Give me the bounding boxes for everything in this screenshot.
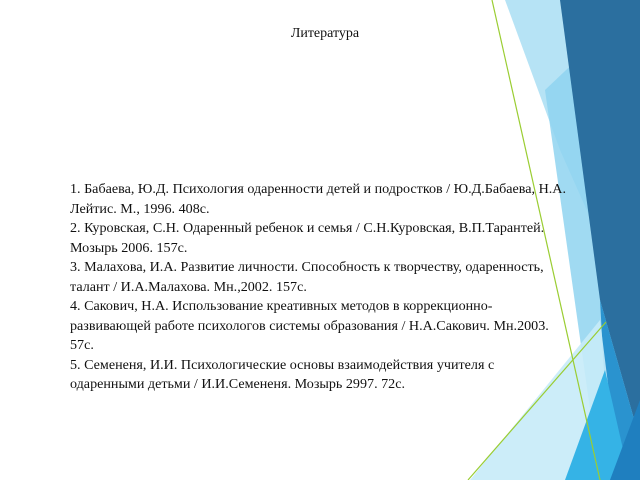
slide-title: Литература (290, 26, 360, 41)
reference-list (70, 180, 570, 395)
reference-item-4: 4. Сакович, Н.А. Использование креативных методов в коррекционно-развивающей работе психологов системы образования / Н.А.Сакович. Мн.2003. 57с. (70, 298, 549, 353)
reference-item-5: 5. Семененя, И.И. Психологические основы взаимодействия учителя с одаренными детьми / И.И.Семененя. Мозырь 2997. 72с. (70, 356, 495, 392)
reference-item-1: 1. Бабаева, Ю.Д. Психология одаренности детей и подростков / Ю.Д.Бабаева, Н.А. Лейтис. М., 1996. 408с. (70, 181, 566, 217)
reference-item-3: 3. Малахова, И.А. Развитие личности. Способность к творчеству, одаренность, талант / И.А.Малахова. Мн.,2002. 157с. (70, 259, 544, 295)
reference-item-2: 2. Куровская, С.Н. Одаренный ребенок и семья / С.Н.Куровская, В.П.Тарантей. Мозырь 2006. 157с. (70, 220, 545, 256)
